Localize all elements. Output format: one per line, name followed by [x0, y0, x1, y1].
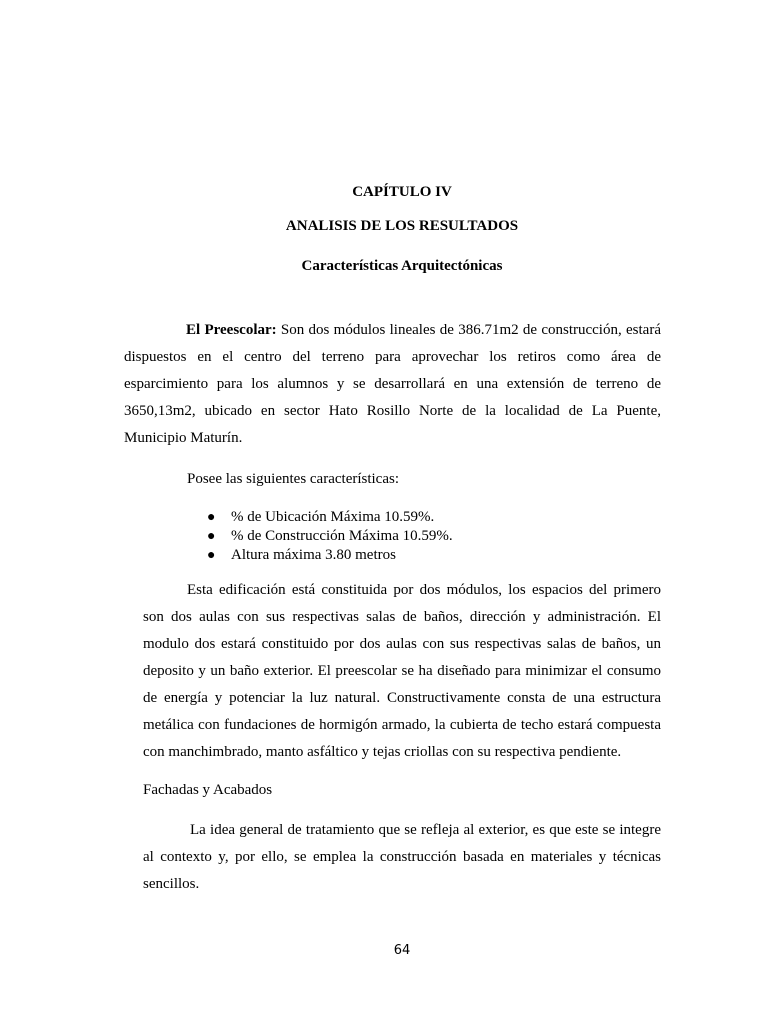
facade-paragraph: La idea general de tratamiento que se refleja al exterior, es que este se integre al contexto y, por ello, se emplea la construcción basada en materiales y técnicas sencillos.: [143, 822, 661, 892]
list-item: [207, 508, 453, 527]
chapter-title: ANALISIS DE LOS RESULTADOS: [285, 218, 519, 234]
building-paragraph: Esta edificación está constituida por dos módulos, los espacios del primero son dos aulas con sus respectivas salas de baños, dirección y administración. El modulo dos estará constituido por dos aulas con sus respectivas salas de baños, un deposito y un baño exterior. El preescolar se ha diseñado para minimizar el consumo de energía y potenciar la luz natural. Constructivamente consta de una estructura metálica con fundaciones de hormigón armado, la cubierta de techo estará compuesta con manchimbrado, manto asfáltico y tejas criollas con su respectiva pendiente.: [143, 582, 661, 760]
section-subtitle: Características Arquitectónicas: [301, 258, 503, 274]
list-item: [207, 527, 453, 546]
page-number: 64: [393, 943, 411, 958]
features-intro: Posee las siguientes características:: [187, 471, 400, 487]
intro-paragraph: [124, 317, 661, 452]
features-list: [207, 508, 453, 565]
feature-text: % de Construcción Máxima 10.59%.: [231, 528, 453, 544]
bullet-icon: ●: [207, 548, 216, 563]
feature-text: Altura máxima 3.80 metros: [231, 547, 396, 563]
chapter-heading: CAPÍTULO IV: [352, 184, 452, 200]
feature-text: % de Ubicación Máxima 10.59%.: [231, 509, 435, 525]
intro-lead: El Preescolar:: [186, 322, 277, 338]
section-heading: Fachadas y Acabados: [143, 782, 273, 798]
list-item: [207, 546, 453, 565]
intro-text: Son dos módulos lineales de 386.71m2 de construcción, estará dispuestos en el centro del terreno para aprovechar los retiros como área de esparcimiento para los alumnos y se desarrollará en una extensión de terreno de 3650,13m2, ubicado en sector Hato Rosillo Norte de la localidad de La Puente, Municipio Maturín.: [124, 322, 661, 446]
bullet-icon: ●: [207, 529, 216, 544]
bullet-icon: ●: [207, 510, 216, 525]
